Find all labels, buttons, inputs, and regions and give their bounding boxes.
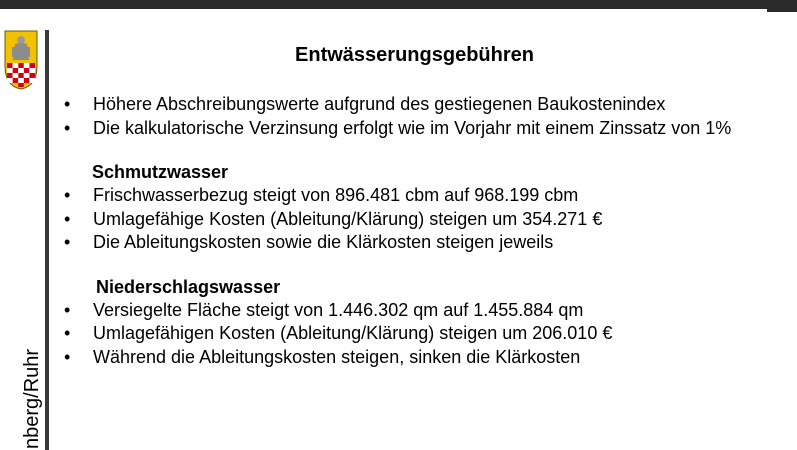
bullet-marker: • [64,185,71,205]
top-bar [0,0,797,9]
bullet-text: Während die Ableitungskosten steigen, sinken die Klärkosten [93,346,581,367]
vertical-divider [45,30,49,450]
bullet-text: Frischwasserbezug steigt von 896.481 cbm auf 968.199 cbm [93,185,579,205]
section-heading-schmutzwasser: Schmutzwasser [92,162,229,182]
bullet-text: Umlagefähige Kosten (Ableitung/Klärung) steigen um 354.271 € [93,208,603,229]
intro-bullet-list [64,93,769,140]
slide-title: Entwässerungsgebühren [295,44,534,66]
bullet-text: Versiegelte Fläche steigt von 1.446.302 qm auf 1.455.884 qm [93,299,584,320]
niederschlagswasser-bullet-list [64,299,769,370]
top-bar-corner [767,0,797,12]
list-item [64,208,769,232]
bullet-marker: • [64,117,71,138]
section-heading-niederschlagswasser: Niederschlagswasser [96,276,281,297]
schmutzwasser-bullet-list [64,184,769,255]
bullet-text: Umlagefähigen Kosten (Ableitung/Klärung) steigen um 206.010 € [93,323,613,343]
list-item [64,117,769,141]
bullet-marker: • [64,346,71,367]
list-item [64,299,769,323]
slide-content [64,93,769,369]
bullet-marker: • [64,232,71,252]
bullet-marker: • [64,94,71,114]
list-item [64,346,769,370]
bullet-text: Die Ableitungskosten sowie die Klärkosten steigen jeweils [93,232,554,252]
list-item [64,184,769,208]
bullet-marker: • [64,208,71,229]
bullet-text: Höhere Abschreibungswerte aufgrund des gestiegenen Baukostenindex [93,94,666,114]
list-item [64,93,769,117]
list-item [64,231,769,255]
bullet-text: Die kalkulatorische Verzinsung erfolgt wie im Vorjahr mit einem Zinssatz von 1% [93,117,732,138]
bullet-marker: • [64,323,71,343]
bullet-marker: • [64,299,71,320]
side-label: nberg/Ruhr [21,348,43,449]
list-item [64,322,769,346]
